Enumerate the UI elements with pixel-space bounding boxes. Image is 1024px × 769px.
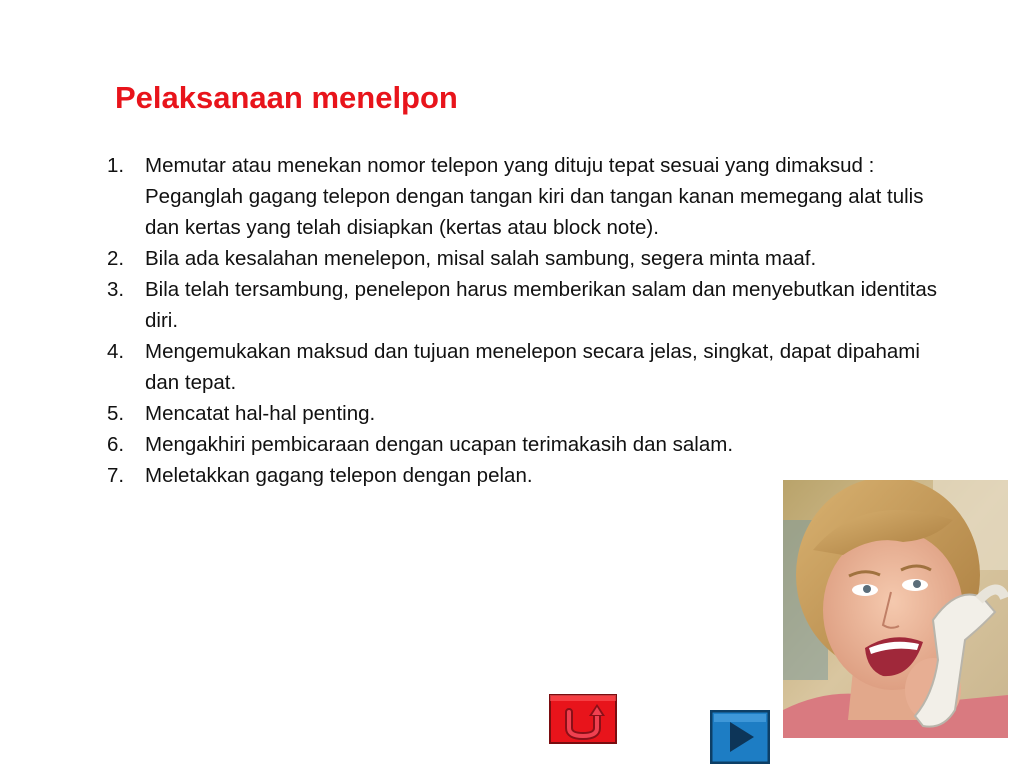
list-item	[100, 429, 940, 460]
woman-on-phone-photo	[783, 480, 1008, 738]
step-number: 3.	[107, 278, 125, 301]
step-text: Mengakhiri pembicaraan dengan ucapan terimakasih dan salam.	[145, 433, 734, 456]
step-text: Mengemukakan maksud dan tujuan menelepon secara jelas, singkat, dapat dipahami dan tepat.	[145, 340, 920, 394]
list-item	[100, 274, 940, 336]
list-item	[100, 336, 940, 398]
step-text: Bila ada kesalahan menelepon, misal salah sambung, segera minta maaf.	[145, 247, 817, 270]
next-button[interactable]	[710, 710, 770, 764]
step-number: 7.	[107, 464, 125, 487]
list-item	[100, 150, 940, 243]
u-turn-return-icon	[549, 694, 617, 744]
step-text: Mencatat hal-hal penting.	[145, 402, 376, 425]
list-item	[100, 398, 940, 429]
list-item	[100, 243, 940, 274]
step-text: Bila telah tersambung, penelepon harus memberikan salam dan menyebutkan identitas diri.	[145, 278, 938, 332]
slide-title: Pelaksanaan menelpon	[115, 80, 458, 115]
step-number: 5.	[107, 402, 125, 425]
step-number: 4.	[107, 340, 125, 363]
step-text: Memutar atau menekan nomor telepon yang dituju tepat sesuai yang dimaksud : Peganglah gagang telepon dengan tangan kiri dan tangan kanan memegang alat tulis dan kertas yang telah disiapkan (kertas atau block note).	[145, 154, 924, 239]
step-number: 1.	[107, 154, 125, 177]
return-button[interactable]	[549, 694, 617, 744]
steps-list	[100, 150, 940, 491]
step-number: 2.	[107, 247, 125, 270]
play-next-icon	[710, 710, 770, 764]
step-number: 6.	[107, 433, 125, 456]
step-text: Meletakkan gagang telepon dengan pelan.	[145, 464, 533, 487]
